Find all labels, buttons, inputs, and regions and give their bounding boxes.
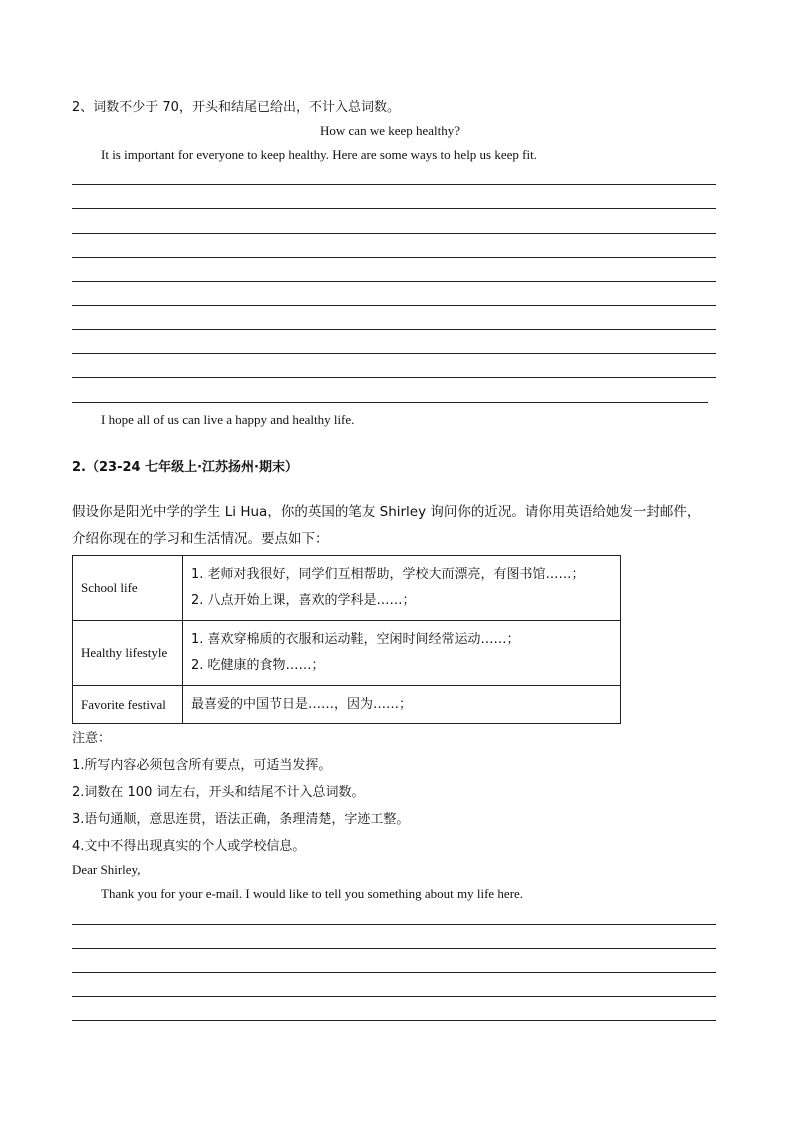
answer-line[interactable] [72, 353, 716, 354]
row-content [183, 686, 621, 724]
prompt-line-1: 假设你是阳光中学的学生 Li Hua，你的英国的笔友 Shirley 询问你的近况。请你用英语给她发一封邮件， [72, 504, 701, 520]
note-item: 1.所写内容必须包含所有要点，可适当发挥。 [72, 758, 332, 773]
row-label: Favorite festival [73, 686, 183, 724]
essay-opening: It is important for everyone to keep healthy. Here are some ways to help us keep fit. [101, 147, 537, 162]
row-content [183, 556, 621, 621]
answer-line[interactable] [72, 948, 716, 949]
point-item: 2. 吃健康的食物……； [191, 658, 325, 673]
email-salutation: Dear Shirley, [72, 862, 141, 877]
answer-line[interactable] [72, 924, 716, 925]
answer-line[interactable] [72, 402, 708, 403]
row-label: Healthy lifestyle [73, 621, 183, 686]
essay-title: How can we keep healthy? [320, 123, 461, 138]
answer-line[interactable] [72, 281, 716, 282]
note-item: 2.词数在 100 词左右，开头和结尾不计入总词数。 [72, 785, 365, 800]
question-heading: 2.（23-24 七年级上·江苏扬州·期末） [72, 460, 298, 475]
note-item: 4.文中不得出现真实的个人或学校信息。 [72, 839, 306, 854]
point-item: 2. 八点开始上课，喜欢的学科是……； [191, 593, 416, 608]
answer-line[interactable] [72, 377, 716, 378]
table-row [73, 556, 621, 621]
answer-line[interactable] [72, 996, 716, 997]
table-row [73, 621, 621, 686]
answer-line[interactable] [72, 184, 716, 185]
prompt-line-2: 介绍你现在的学习和生活情况。要点如下： [72, 531, 329, 547]
key-points-table [72, 555, 621, 724]
writing-requirement: 2、词数不少于 70，开头和结尾已给出，不计入总词数。 [72, 100, 400, 115]
note-item: 3.语句通顺，意思连贯，语法正确，条理清楚，字迹工整。 [72, 812, 410, 827]
email-opening: Thank you for your e-mail. I would like to tell you something about my life here. [101, 886, 524, 901]
notes-title: 注意： [72, 731, 112, 746]
table-row [73, 686, 621, 724]
row-content [183, 621, 621, 686]
answer-line[interactable] [72, 257, 716, 258]
point-item: 最喜爱的中国节日是……，因为……； [191, 696, 413, 712]
answer-line[interactable] [72, 329, 716, 330]
answer-line[interactable] [72, 305, 716, 306]
point-item: 1. 老师对我很好，同学们互相帮助，学校大而漂亮，有图书馆……； [191, 567, 585, 582]
answer-line[interactable] [72, 233, 716, 234]
answer-line[interactable] [72, 208, 716, 209]
answer-line[interactable] [72, 972, 716, 973]
point-item: 1. 喜欢穿棉质的衣服和运动鞋，空闲时间经常运动……； [191, 632, 520, 647]
row-label: School life [73, 556, 183, 621]
answer-line[interactable] [72, 1020, 716, 1021]
essay-closing: I hope all of us can live a happy and healthy life. [101, 412, 355, 427]
